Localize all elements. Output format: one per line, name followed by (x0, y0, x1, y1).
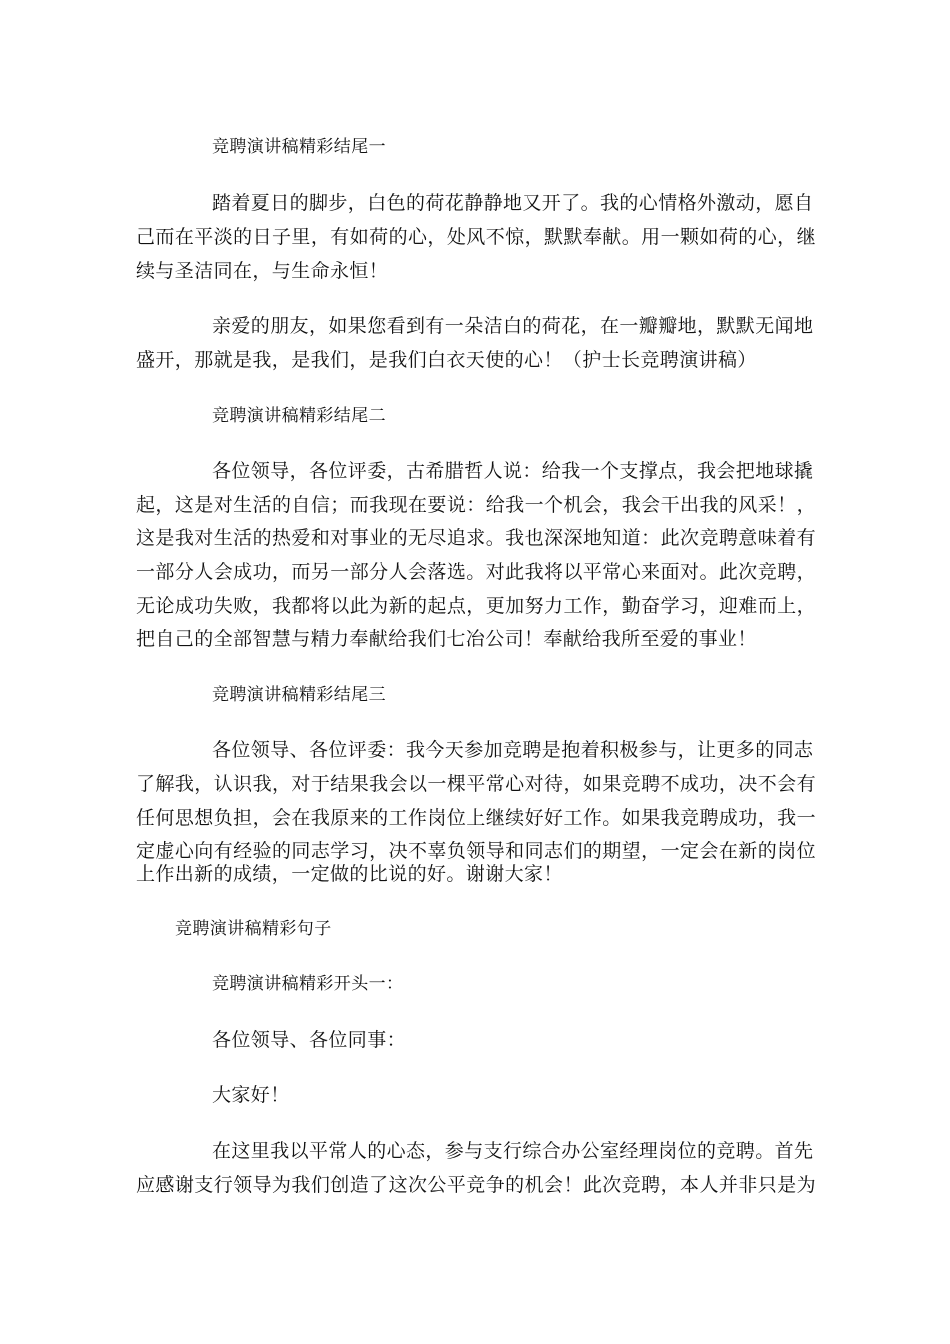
paragraph-line: 亲爱的朋友，如果您看到有一朵洁白的荷花，在一瓣瓣地，默默无闻地 (212, 315, 814, 337)
paragraph-line: 上作出新的成绩，一定做的比说的好。谢谢大家！ (136, 863, 563, 885)
paragraph-line: 应感谢支行领导为我们创造了这次公平竞争的机会！此次竞聘，本人并非只是为 (136, 1174, 816, 1196)
paragraph-line: 一部分人会成功，而另一部分人会落选。对此我将以平常心来面对。此次竞聘， (136, 561, 816, 583)
heading-sentences: 竞聘演讲稿精彩句子 (175, 919, 332, 939)
paragraph-line: 续与圣洁同在，与生命永恒！ (136, 260, 389, 282)
paragraph-line: 在这里我以平常人的心态，参与支行综合办公室经理岗位的竞聘。首先 (212, 1140, 814, 1162)
paragraph-line: 各位领导，各位评委，古希腊哲人说：给我一个支撑点，我会把地球撬 (212, 460, 814, 482)
heading-ending-one: 竞聘演讲稿精彩结尾一 (212, 137, 386, 157)
heading-ending-two: 竞聘演讲稿精彩结尾二 (212, 406, 386, 426)
paragraph-line: 把自己的全部智慧与精力奉献给我们七冶公司！奉献给我所至爱的事业！ (136, 628, 757, 650)
paragraph-line: 这是我对生活的热爱和对事业的无尽追求。我也深深地知道：此次竞聘意味着有 (136, 527, 816, 549)
greeting: 大家好！ (212, 1084, 290, 1106)
paragraph-line: 己而在平淡的日子里，有如荷的心，处风不惊，默默奉献。用一颗如荷的心，继 (136, 226, 816, 248)
paragraph-line: 各位领导、各位评委：我今天参加竞聘是抱着积极参与，让更多的同志 (212, 739, 814, 761)
paragraph-line: 踏着夏日的脚步，白色的荷花静静地又开了。我的心情格外激动，愿自 (212, 192, 814, 214)
heading-ending-three: 竞聘演讲稿精彩结尾三 (212, 685, 386, 705)
paragraph-line: 无论成功失败，我都将以此为新的起点，更加努力工作，勤奋学习，迎难而上， (136, 595, 816, 617)
paragraph-line: 任何思想负担，会在我原来的工作岗位上继续好好工作。如果我竞聘成功，我一 (136, 807, 816, 829)
paragraph-line: 盛开，那就是我，是我们，是我们白衣天使的心！（护士长竞聘演讲稿） (136, 349, 757, 371)
paragraph-line: 了解我，认识我，对于结果我会以一棵平常心对待，如果竞聘不成功，决不会有 (136, 773, 816, 795)
heading-opening-one: 竞聘演讲稿精彩开头一： (212, 974, 404, 994)
paragraph-line: 起，这是对生活的自信；而我现在要说：给我一个机会，我会干出我的风采！， (136, 494, 816, 516)
salutation: 各位领导、各位同事： (212, 1029, 407, 1051)
paragraph-line: 定虚心向有经验的同志学习，决不辜负领导和同志们的期望，一定会在新的岗位 (136, 840, 816, 862)
